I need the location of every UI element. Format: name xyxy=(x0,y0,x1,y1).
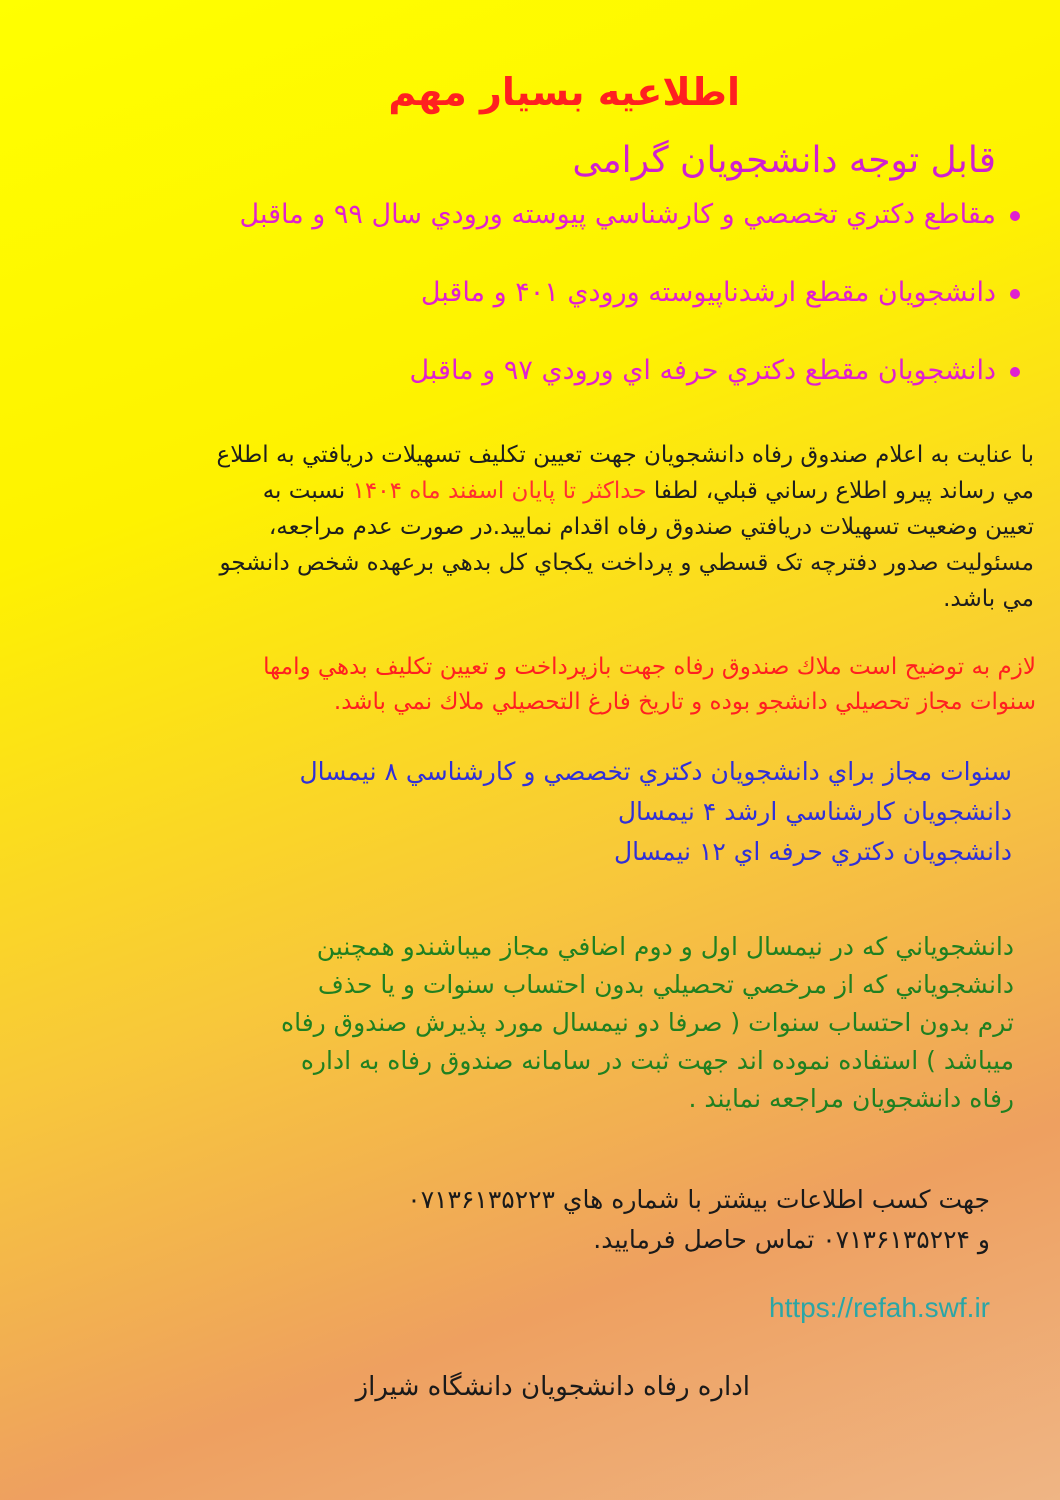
paragraph-line: سنوات مجاز تحصيلي دانشجو بوده و تاريخ فارغ التحصيلي ملاك نمي باشد. xyxy=(333,689,1036,715)
criteria-note xyxy=(18,650,1036,720)
eligible-groups-list xyxy=(60,195,1020,429)
deadline-paragraph xyxy=(18,437,1034,617)
paragraph-line: ميباشد ) استفاده نموده اند جهت ثبت در سامانه صندوق رفاه به اداره xyxy=(300,1046,1014,1075)
allowed-terms-list xyxy=(80,752,1012,872)
deadline-highlight: حداکثر تا پایان اسفند ماه ۱۴۰۴ xyxy=(352,478,647,504)
list-item xyxy=(60,195,1020,235)
list-item-text: دانشجويان مقطع ارشدناپيوسته ورودي ۴۰۱ و ماقبل xyxy=(420,277,996,308)
list-item xyxy=(60,351,1020,391)
paragraph-line: جهت كسب اطلاعات بيشتر با شماره هاي ۰۷۱۳۶۱۳۵۲۲۳ xyxy=(407,1185,990,1214)
paragraph-line: لازم به توضيح است ملاك صندوق رفاه جهت بازپرداخت و تعيين تكليف بدهي وامها xyxy=(263,654,1036,680)
list-item-text: مقاطع دكتري تخصصي و كارشناسي پيوسته ورودي سال ۹۹ و ماقبل xyxy=(239,199,996,230)
page-subtitle: قابل توجه دانشجویان گرامی xyxy=(572,140,996,181)
paragraph-line: دانشجوياني كه در نيمسال اول و دوم اضافي مجاز ميباشندو همچنين xyxy=(316,932,1014,961)
bullet-dot-icon xyxy=(1010,289,1020,299)
paragraph-line: سنوات مجاز براي دانشجويان دكتري تخصصي و كارشناسي ۸ نيمسال xyxy=(299,757,1012,786)
page-title: اطلاعیه بسیار مهم xyxy=(388,70,740,114)
paragraph-line: مسئوليت صدور دفترچه تک قسطي و پرداخت يكجاي كل بدهي برعهده شخص دانشجو xyxy=(219,550,1034,576)
paragraph-line: با عنايت به اعلام صندوق رفاه دانشجويان جهت تعيين تكليف تسهيلات دريافتي به اطلاع xyxy=(216,442,1034,468)
bullet-dot-icon xyxy=(1010,211,1020,221)
paragraph-line: تعيين وضعيت تسهيلات دريافتي صندوق رفاه اقدام نماييد.در صورت عدم مراجعه، xyxy=(268,514,1034,540)
contact-paragraph xyxy=(200,1180,990,1260)
paragraph-text: نسبت به xyxy=(262,478,346,504)
paragraph-line: و ۰۷۱۳۶۱۳۵۲۲۴ تماس حاصل فرماييد. xyxy=(593,1225,990,1254)
list-item xyxy=(60,273,1020,313)
list-item-text: دانشجويان مقطع دكتري حرفه اي ورودي ۹۷ و ماقبل xyxy=(409,355,996,386)
website-link[interactable]: https://refah.swf.ir xyxy=(769,1292,990,1323)
paragraph-line: مي باشد. xyxy=(943,586,1034,612)
paragraph-text: مي رساند پيرو اطلاع رساني قبلي، لطفا xyxy=(653,478,1034,504)
extra-terms-paragraph xyxy=(80,928,1014,1118)
bullet-dot-icon xyxy=(1010,367,1020,377)
paragraph-line xyxy=(18,473,1034,509)
paragraph-line: رفاه دانشجويان مراجعه نمايند . xyxy=(688,1084,1014,1113)
paragraph-line: دانشجويان دكتري حرفه اي ۱۲ نيمسال xyxy=(613,837,1012,866)
paragraph-line: ترم بدون احتساب سنوات ( صرفا دو نيمسال مورد پذيرش صندوق رفاه xyxy=(281,1008,1014,1037)
footer-signature: اداره رفاه دانشجویان دانشگاه شیراز xyxy=(355,1372,750,1402)
paragraph-line: دانشجوياني كه از مرخصي تحصيلي بدون احتساب سنوات و يا حذف xyxy=(317,970,1014,999)
paragraph-line: دانشجويان كارشناسي ارشد ۴ نيمسال xyxy=(617,797,1012,826)
